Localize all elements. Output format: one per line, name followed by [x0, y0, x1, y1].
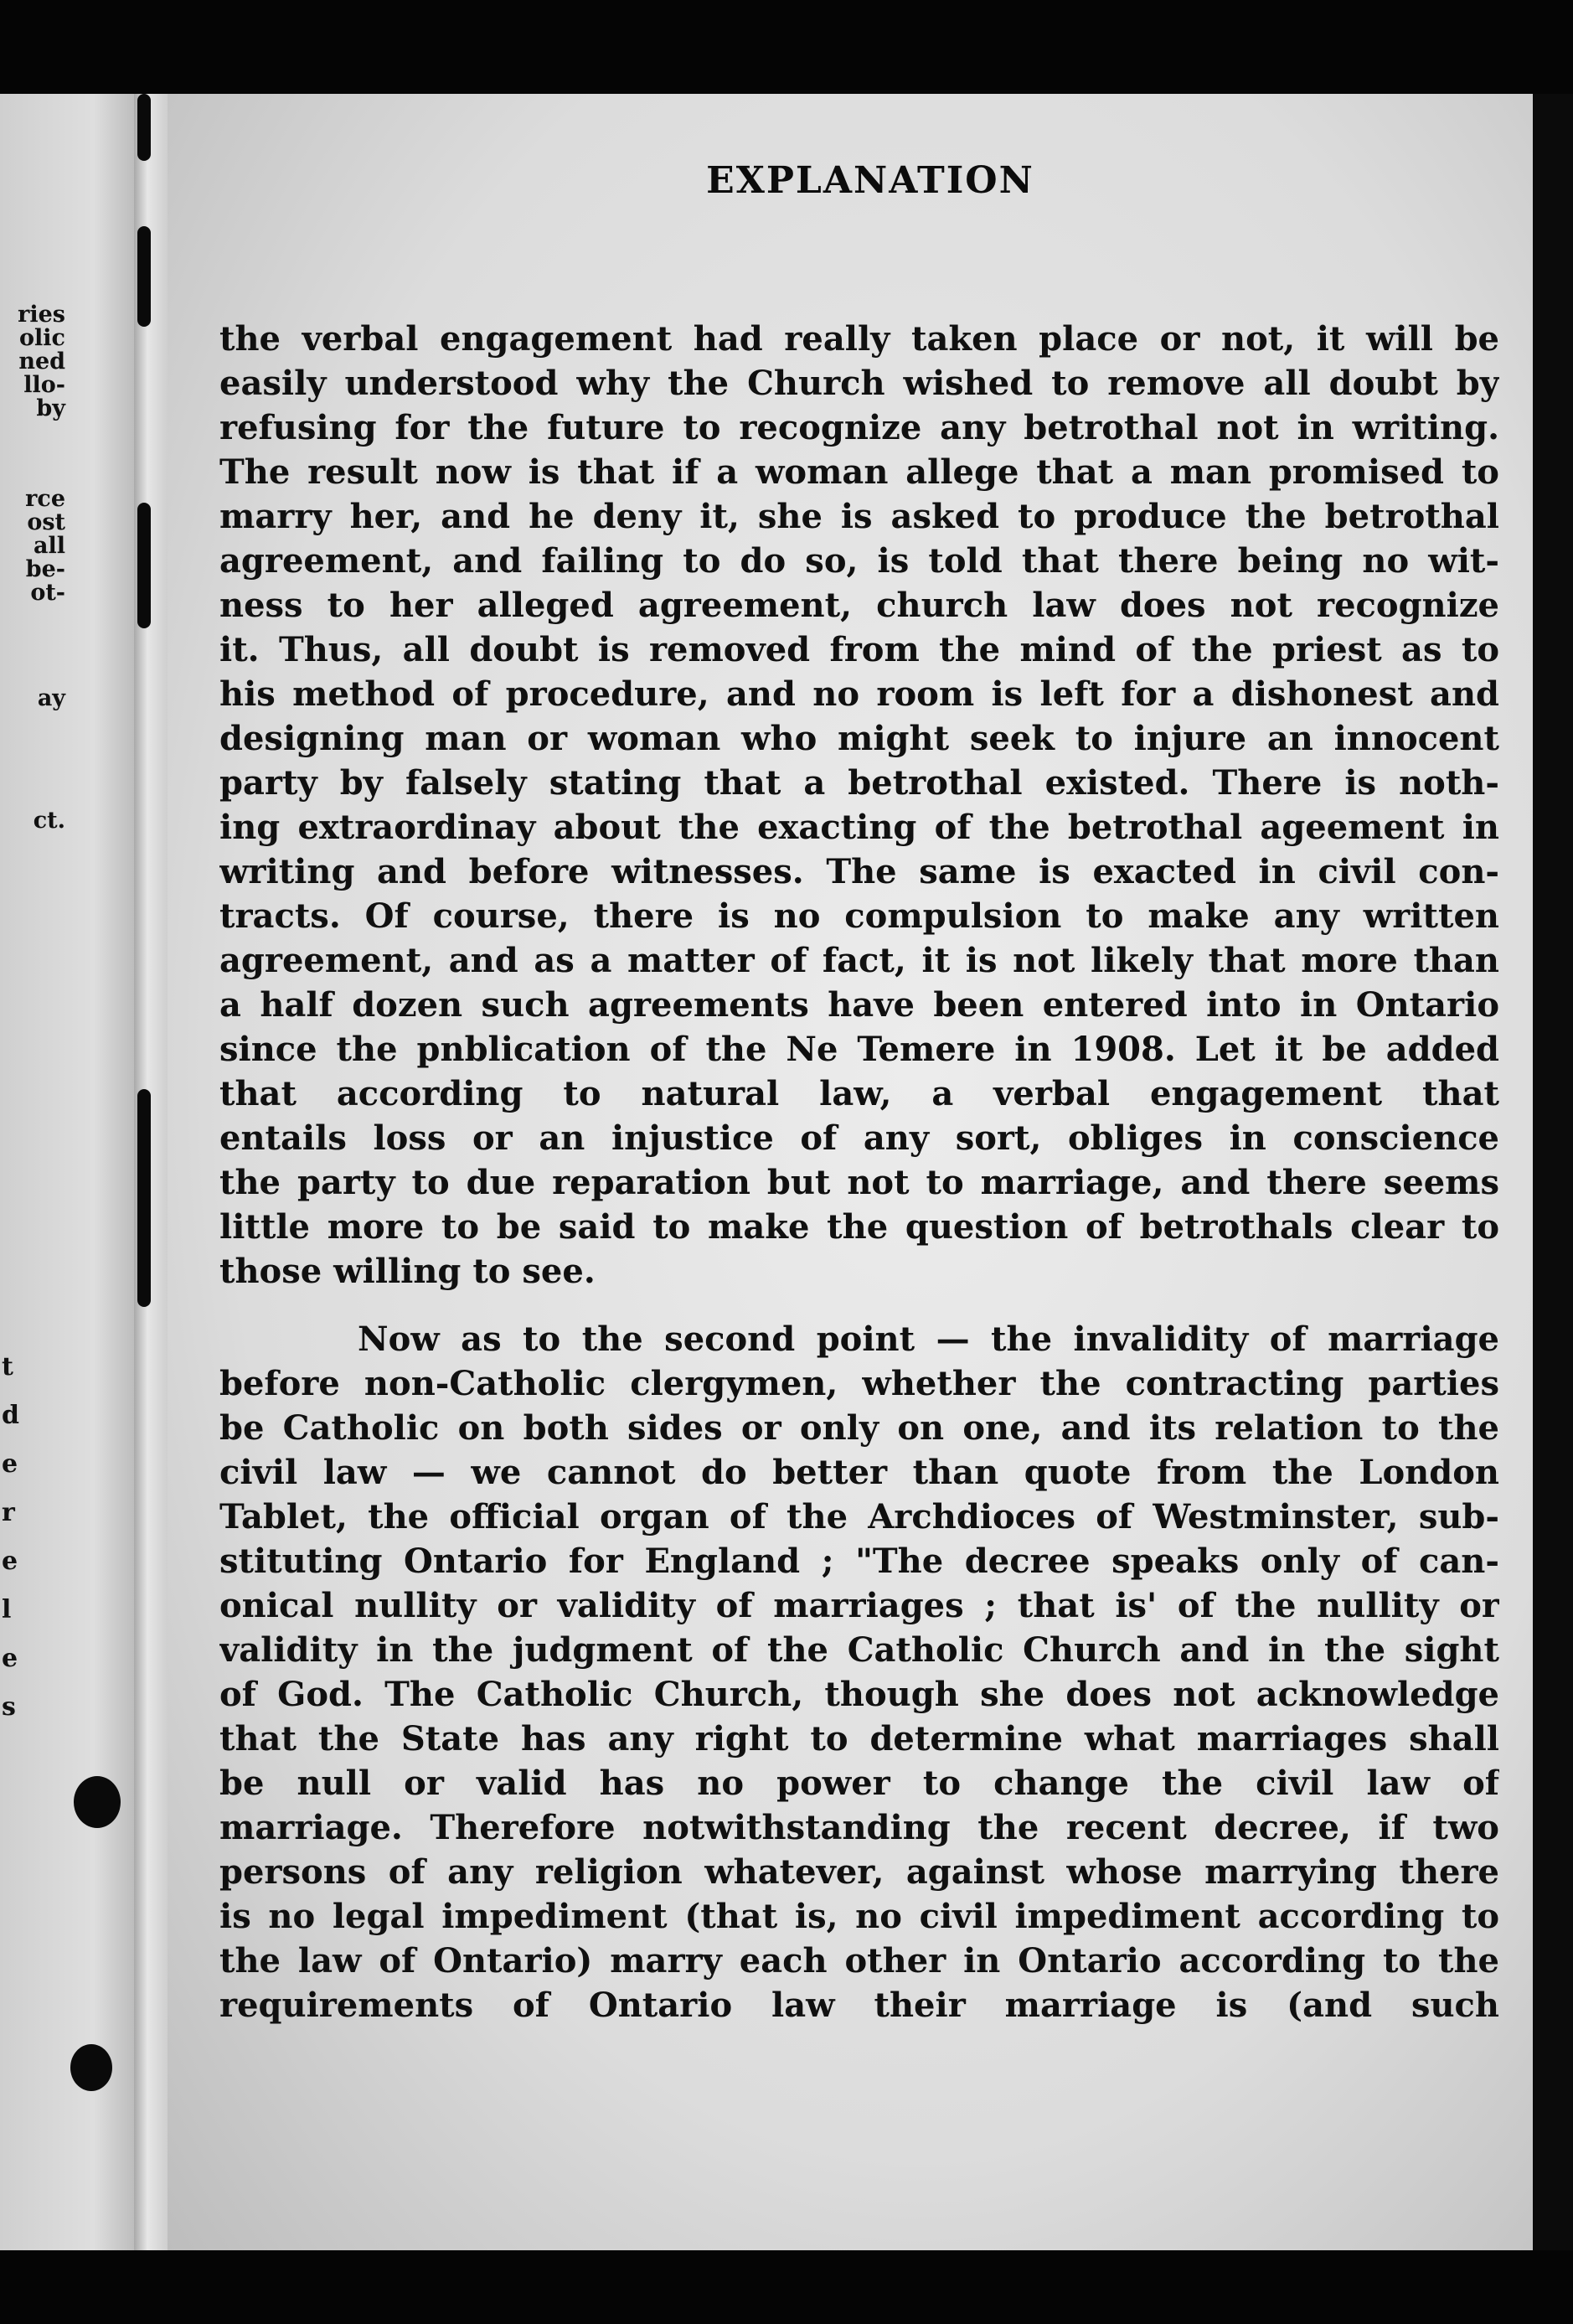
- text-line: onical nullity or validity of marriages ; that is' of the nullity or: [219, 1586, 1499, 1625]
- text-line: Tablet, the official organ of the Archdioces of Westminster, sub-: [219, 1497, 1499, 1536]
- text-line: entails loss or an injustice of any sort, obliges in conscience: [219, 1118, 1499, 1158]
- facing-page-text: ries: [18, 302, 65, 328]
- facing-page-text: ned: [18, 349, 65, 374]
- text-line: marriage. Therefore notwithstanding the recent decree, if two: [219, 1808, 1499, 1847]
- page-heading: EXPLANATION: [706, 159, 1034, 202]
- text-line: ing extraordinay about the exacting of the betrothal ageement in: [219, 808, 1499, 847]
- binding-hole: [70, 2044, 112, 2091]
- text-line: of God. The Catholic Church, though she does not acknowledge: [219, 1675, 1499, 1714]
- facing-page-letter: e: [2, 1449, 18, 1479]
- text-line: that according to natural law, a verbal engagement that: [219, 1074, 1499, 1113]
- text-line: his method of procedure, and no room is left for a dishonest and: [219, 674, 1499, 714]
- text-line: requirements of Ontario law their marriage is (and such: [219, 1986, 1499, 2025]
- facing-page-edge: [0, 94, 134, 2250]
- facing-page-text: rce: [25, 486, 65, 512]
- scan-right-border: [1533, 94, 1573, 2250]
- facing-page-text: all: [33, 533, 65, 559]
- text-line: ness to her alleged agreement, church law does not recognize: [219, 586, 1499, 625]
- scan-bottom-border: [0, 2250, 1573, 2324]
- text-line: civil law — we cannot do better than quote from the London: [219, 1453, 1499, 1492]
- text-line: that the State has any right to determine what marriages shall: [219, 1719, 1499, 1758]
- facing-page-text: ay: [37, 685, 65, 711]
- text-line: those willing to see.: [219, 1252, 596, 1291]
- text-line: it. Thus, all doubt is removed from the mind of the priest as to: [219, 630, 1499, 669]
- facing-page-text: be-: [25, 556, 65, 582]
- facing-page-letter: s: [2, 1692, 16, 1722]
- text-line: agreement, and as a matter of fact, it is not likely that more than: [219, 941, 1499, 980]
- paragraph-invalidity: [219, 1317, 1499, 2027]
- paragraph-betrothal: [219, 317, 1499, 1294]
- text-line: writing and before witnesses. The same is exacted in civil con-: [219, 852, 1499, 891]
- facing-page-text: ot-: [30, 580, 65, 606]
- facing-page-letter: l: [2, 1595, 12, 1624]
- facing-page-letter: d: [2, 1401, 19, 1430]
- facing-page-letter: t: [2, 1352, 13, 1381]
- text-line: validity in the judgment of the Catholic Church and in the sight: [219, 1630, 1499, 1670]
- text-line: party by falsely stating that a betrothal existed. There is noth-: [219, 763, 1499, 803]
- text-line: since the pnblication of the Ne Temere in 1908. Let it be added: [219, 1030, 1499, 1069]
- text-line: a half dozen such agreements have been entered into in Ontario: [219, 985, 1499, 1025]
- text-line: refusing for the future to recognize any betrothal not in writing.: [219, 408, 1499, 447]
- binding-thread: [137, 94, 151, 161]
- facing-page-letter: e: [2, 1547, 18, 1576]
- text-line: agreement, and failing to do so, is told that there being no wit-: [219, 541, 1499, 581]
- text-line: The result now is that if a woman allege that a man promised to: [219, 452, 1499, 492]
- text-line: tracts. Of course, there is no compulsion to make any written: [219, 896, 1499, 936]
- scan-top-border: [0, 0, 1573, 94]
- text-line: be Catholic on both sides or only on one, and its relation to the: [219, 1408, 1499, 1448]
- facing-page-text: olic: [19, 325, 65, 351]
- facing-page-letter: e: [2, 1644, 18, 1673]
- facing-page-text: ct.: [33, 808, 65, 834]
- text-line: Now as to the second point — the invalidity of marriage: [358, 1320, 1499, 1359]
- text-line: is no legal impediment (that is, no civil impediment according to: [219, 1897, 1499, 1936]
- text-line: designing man or woman who might seek to injure an innocent: [219, 719, 1499, 758]
- text-line: the party to due reparation but not to marriage, and there seems: [219, 1163, 1499, 1202]
- text-line: marry her, and he deny it, she is asked to produce the betrothal: [219, 497, 1499, 536]
- facing-page-text: by: [36, 395, 65, 421]
- binding-thread: [137, 226, 151, 327]
- facing-page-text: ost: [27, 509, 65, 535]
- text-line: stituting Ontario for England ; "The decree speaks only of can-: [219, 1542, 1499, 1581]
- text-line: little more to be said to make the question of betrothals clear to: [219, 1207, 1499, 1247]
- binding-thread: [137, 503, 151, 628]
- text-line: persons of any religion whatever, against whose marrying there: [219, 1852, 1499, 1892]
- facing-page-text: llo-: [23, 372, 65, 398]
- text-line: the verbal engagement had really taken place or not, it will be: [219, 319, 1499, 359]
- binding-hole: [74, 1776, 121, 1828]
- facing-page-letter: r: [2, 1498, 15, 1527]
- text-line: the law of Ontario) marry each other in Ontario according to the: [219, 1941, 1499, 1981]
- text-line: before non-Catholic clergymen, whether the contracting parties: [219, 1364, 1499, 1403]
- binding-thread: [137, 1089, 151, 1307]
- text-line: be null or valid has no power to change the civil law of: [219, 1764, 1499, 1803]
- text-line: easily understood why the Church wished to remove all doubt by: [219, 364, 1499, 403]
